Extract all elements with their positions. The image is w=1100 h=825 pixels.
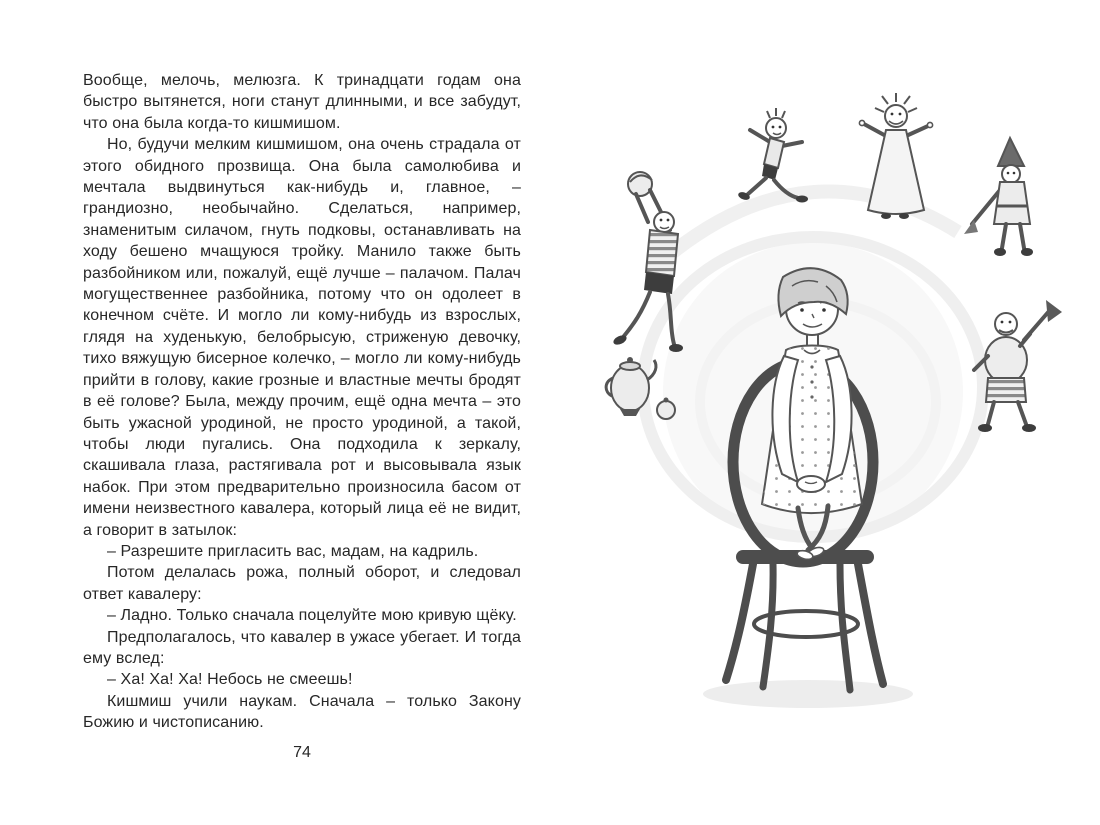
paragraph: Вообще, мелочь, мелюзга. К тринадцати годам она быстро вытянется, ноги станут длинными, и все забудут, что она была когда-то кишмишом. [83, 72, 521, 132]
paragraph: Потом делалась рожа, полный оборот, и следовал ответ кавалеру: [83, 564, 521, 603]
executioner-figure [974, 300, 1062, 432]
illustration-svg [578, 72, 1070, 716]
nightgown-figure [859, 93, 932, 219]
text-column [83, 70, 521, 734]
paragraph: Предполагалось, что кавалер в ужасе убегает. И тогда ему вслед: [83, 628, 521, 667]
dialogue-line: – Ладно. Только сначала поцелуйте мою кривую щёку. [107, 607, 517, 625]
page-number: 74 [293, 744, 311, 761]
robber-figure [964, 138, 1033, 256]
paragraph: Кишмиш учили наукам. Сначала – только Закону Божию и чистописанию. [83, 692, 521, 732]
paragraph: Но, будучи мелким кишмишом, она очень страдала от этого обидного прозвища. Она была самолюбива и мечтала выдвинуться как-нибудь и, главное, – грандиозно, необычайно. Сделаться, например, знаменитым силачом, гнуть подковы, останавливать на ходу бешено мчащуюся тройку. Манило также быть разбойником или, пожалуй, ещё лучше – палачом. Палач могущественнее разбойника, потому что он одолеет в конечном счёте. И могло ли кому-нибудь из взрослых, глядя на худенькую, белобрысую, стриженую девочку, тихо вяжущую бисерное колечко, – могло ли кому-нибудь прийти в голову, какие грозные и властные мечты бродят в её голове? Была, между прочим, ещё одна мечта – это быть ужасной уродиной, не просто уродиной, а такой, чтобы люди пугались. Она подходила к зеркалу, скашивала глаза, растягивала рот и высовывала язык набок. При этом предварительно произносила басом от имени неизвестного кавалера, который лица её не видит, а говорит в затылок: [83, 136, 521, 539]
strongman-figure [612, 172, 683, 352]
illustration [578, 72, 1070, 716]
chair-legs [726, 564, 883, 690]
dialogue-line: – Ха! Ха! Ха! Небось не смеешь! [107, 671, 353, 689]
dialogue-line: – Разрешите пригласить вас, мадам, на кадриль. [107, 542, 479, 560]
